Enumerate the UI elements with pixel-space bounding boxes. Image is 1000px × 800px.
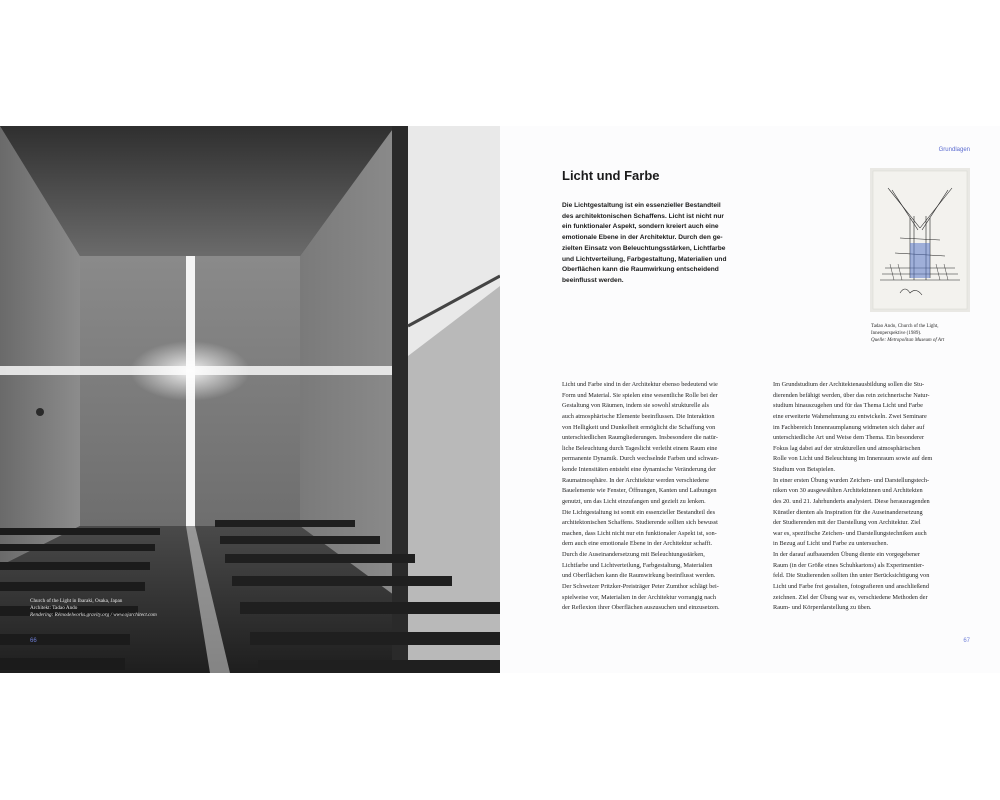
- body-text-line: Durch die Auseinandersetzung mit Beleuchtungsstärken,: [562, 551, 705, 558]
- body-text-line: In der darauf aufbauenden Übung diente ein vorgegebener: [773, 551, 920, 558]
- body-text-line: Raum- und Körperdarstellung zu üben.: [773, 604, 872, 612]
- body-text-line: auch atmosphärische Elemente beeinflussen. Die Interaktion: [562, 412, 715, 420]
- body-text-line: Licht und Farbe frei gestalten, fotografieren und anschließend: [773, 582, 929, 590]
- body-text-line: Gestaltung von Räumen, indem sie sowohl strukturelle als: [562, 402, 709, 410]
- body-text-line: Form und Material. Sie spielen eine wesentliche Rolle bei der: [562, 391, 718, 399]
- page-number-left: 66: [30, 638, 37, 644]
- body-text-line: feld. Die Studierenden sollten ihn unter Berücksichtigung von: [773, 572, 930, 580]
- body-text-line: Raumatmosphäre. In der Architektur werden verschiedene: [562, 476, 709, 484]
- body-text-line: in Bezug auf Licht und Farbe zu untersuchen.: [773, 540, 889, 548]
- body-text-line: In einer ersten Übung wurden Zeichen- und Darstellungstech-: [773, 476, 930, 484]
- body-text-line: war es, spezifische Zeichen- und Darstellungstechniken auch: [773, 529, 927, 537]
- lead-line: beeinflusst werden.: [562, 276, 624, 284]
- body-text-line: Im Grundstudium der Architektenausbildung sollen die Stu-: [773, 381, 925, 388]
- body-column-1: [562, 380, 762, 614]
- body-text-line: Künstler dienten als Inspiration für die Auseinandersetzung: [773, 508, 923, 516]
- body-text-line: zeichnen. Ziel der Übung war es, verschiedene Methoden der: [773, 593, 928, 601]
- lead-line: emotionale Ebene in der Architektur. Durch den ge-: [562, 234, 723, 242]
- body-text-line: dern auch eine emotionale Ebene in der Architektur schafft.: [562, 540, 713, 548]
- sketch-caption: [871, 324, 981, 344]
- body-text-line: niken von 30 ausgewählten Architektinnen und Architekten: [773, 487, 923, 495]
- ando-sketch-image: [870, 168, 970, 312]
- body-text-line: Rolle von Licht und Beleuchtung im Innenraum sowie auf dem: [773, 455, 933, 463]
- page-number-right: 67: [963, 638, 970, 644]
- right-page: [500, 126, 1000, 673]
- lead-line: zielten Einsatz von Beleuchtungsstärken, Lichtfarbe: [562, 244, 726, 252]
- body-text-line: Bauelemente wie Fenster, Öffnungen, Kanten und Laibungen: [562, 487, 717, 495]
- sketch-caption-line1: Tadao Ando, Church of the Light,: [871, 324, 939, 329]
- lead-line: und Lichtverteilung, Farbgestaltung, Materialien und: [562, 255, 727, 263]
- page-title: Licht und Farbe: [562, 168, 660, 183]
- sketch-caption-line2: Innenperspektive (1989).: [871, 330, 922, 336]
- body-text-line: eine erweiterte Wahrnehmung zu entwickeln. Zwei Seminare: [773, 412, 927, 420]
- body-text-line: unterschiedlichen Raumgliederungen. Insbesondere die natür-: [562, 434, 719, 442]
- body-text-line: der Reflexion ihrer Oberflächen auszusuchen und einzusetzen.: [562, 604, 720, 612]
- body-text-line: Licht und Farbe sind in der Architektur ebenso bedeutend wie: [562, 381, 718, 388]
- body-text-line: Der Schweizer Pritzker-Preisträger Peter Zumthor schlägt bei-: [562, 582, 719, 590]
- body-text-line: genutzt, um das Licht einzufangen und gezielt zu lenken.: [562, 497, 706, 505]
- body-text-line: dierenden befähigt werden, über das rein zeichnerische Natur-: [773, 391, 930, 399]
- body-text-line: von Helligkeit und Dunkelheit ermöglicht die Schaffung von: [562, 423, 716, 431]
- photo-caption-line3: Rendering: Rémodelworks.gravity.org / www.ojarchitect.com: [30, 612, 157, 618]
- body-text-line: und Oberflächen kann die Raumwirkung beeinflusst werden.: [562, 572, 716, 580]
- body-text-line: der Studierenden mit der Darstellung von Architektur. Ziel: [773, 519, 921, 527]
- body-column-2: [773, 380, 973, 614]
- body-text-line: Raum (in der Größe eines Schuhkartons) als Experimentier-: [773, 561, 925, 569]
- body-text-line: architektonischen Schaffens. Studierende sollten sich bewusst: [562, 519, 718, 527]
- church-photo: [0, 126, 500, 673]
- lead-line: Oberflächen kann die Raumwirkung entscheidend: [562, 266, 719, 274]
- body-text-line: liche Beleuchtung durch Tageslicht verleiht einem Raum eine: [562, 444, 718, 452]
- body-text-line: studium hinauszugehen und für das Thema Licht und Farbe: [773, 402, 923, 410]
- body-text-line: unterschiedliche Art und Weise dem Thema. Ein besonderer: [773, 434, 925, 442]
- body-text-line: kende Intensitäten entsteht eine dynamische Veränderung der: [562, 466, 717, 473]
- body-text-line: Studium von Beispielen.: [773, 466, 836, 473]
- lead-line: des architektonischen Schaffens. Licht ist nicht nur: [562, 212, 724, 220]
- lead-paragraph: [562, 201, 762, 287]
- body-text-line: Die Lichtgestaltung ist somit ein essenzieller Bestandteil des: [562, 508, 716, 516]
- body-text-line: machen, dass Licht nicht nur ein funktionaler Aspekt ist, son-: [562, 529, 717, 537]
- body-text-line: spielweise vor, Materialien in der Architektur vorrangig nach: [562, 593, 716, 601]
- body-text-line: des 20. und 21. Jahrhunderts analysiert. Diese herausragenden: [773, 497, 930, 505]
- photo-caption-line1: Church of the Light in Ibaraki, Osaka, Japan: [30, 598, 123, 604]
- photo-caption: [30, 598, 230, 619]
- lead-line: ein funktionaler Aspekt, sondern kreiert auch eine: [562, 223, 719, 231]
- photo-caption-line2: Architekt: Tadao Ando: [30, 605, 78, 611]
- body-text-line: permanente Dynamik. Durch wechselnde Farben und schwan-: [562, 455, 719, 463]
- body-text-line: im Fachbereich Innenraumplanung widmeten sich daher auf: [773, 423, 925, 431]
- section-label: Grundlagen: [938, 147, 970, 153]
- lead-line: Die Lichtgestaltung ist ein essenzieller Bestandteil: [562, 202, 721, 209]
- body-text-line: Lichtfarbe und Lichtverteilung, Farbgestaltung, Materialien: [562, 561, 713, 569]
- sketch-caption-line3: Quelle: Metropolitan Museum of Art: [871, 337, 945, 343]
- left-page: [0, 126, 500, 673]
- body-text-line: Fokus lag dabei auf der strukturellen und atmosphärischen: [773, 444, 921, 452]
- book-spread: [0, 126, 1000, 673]
